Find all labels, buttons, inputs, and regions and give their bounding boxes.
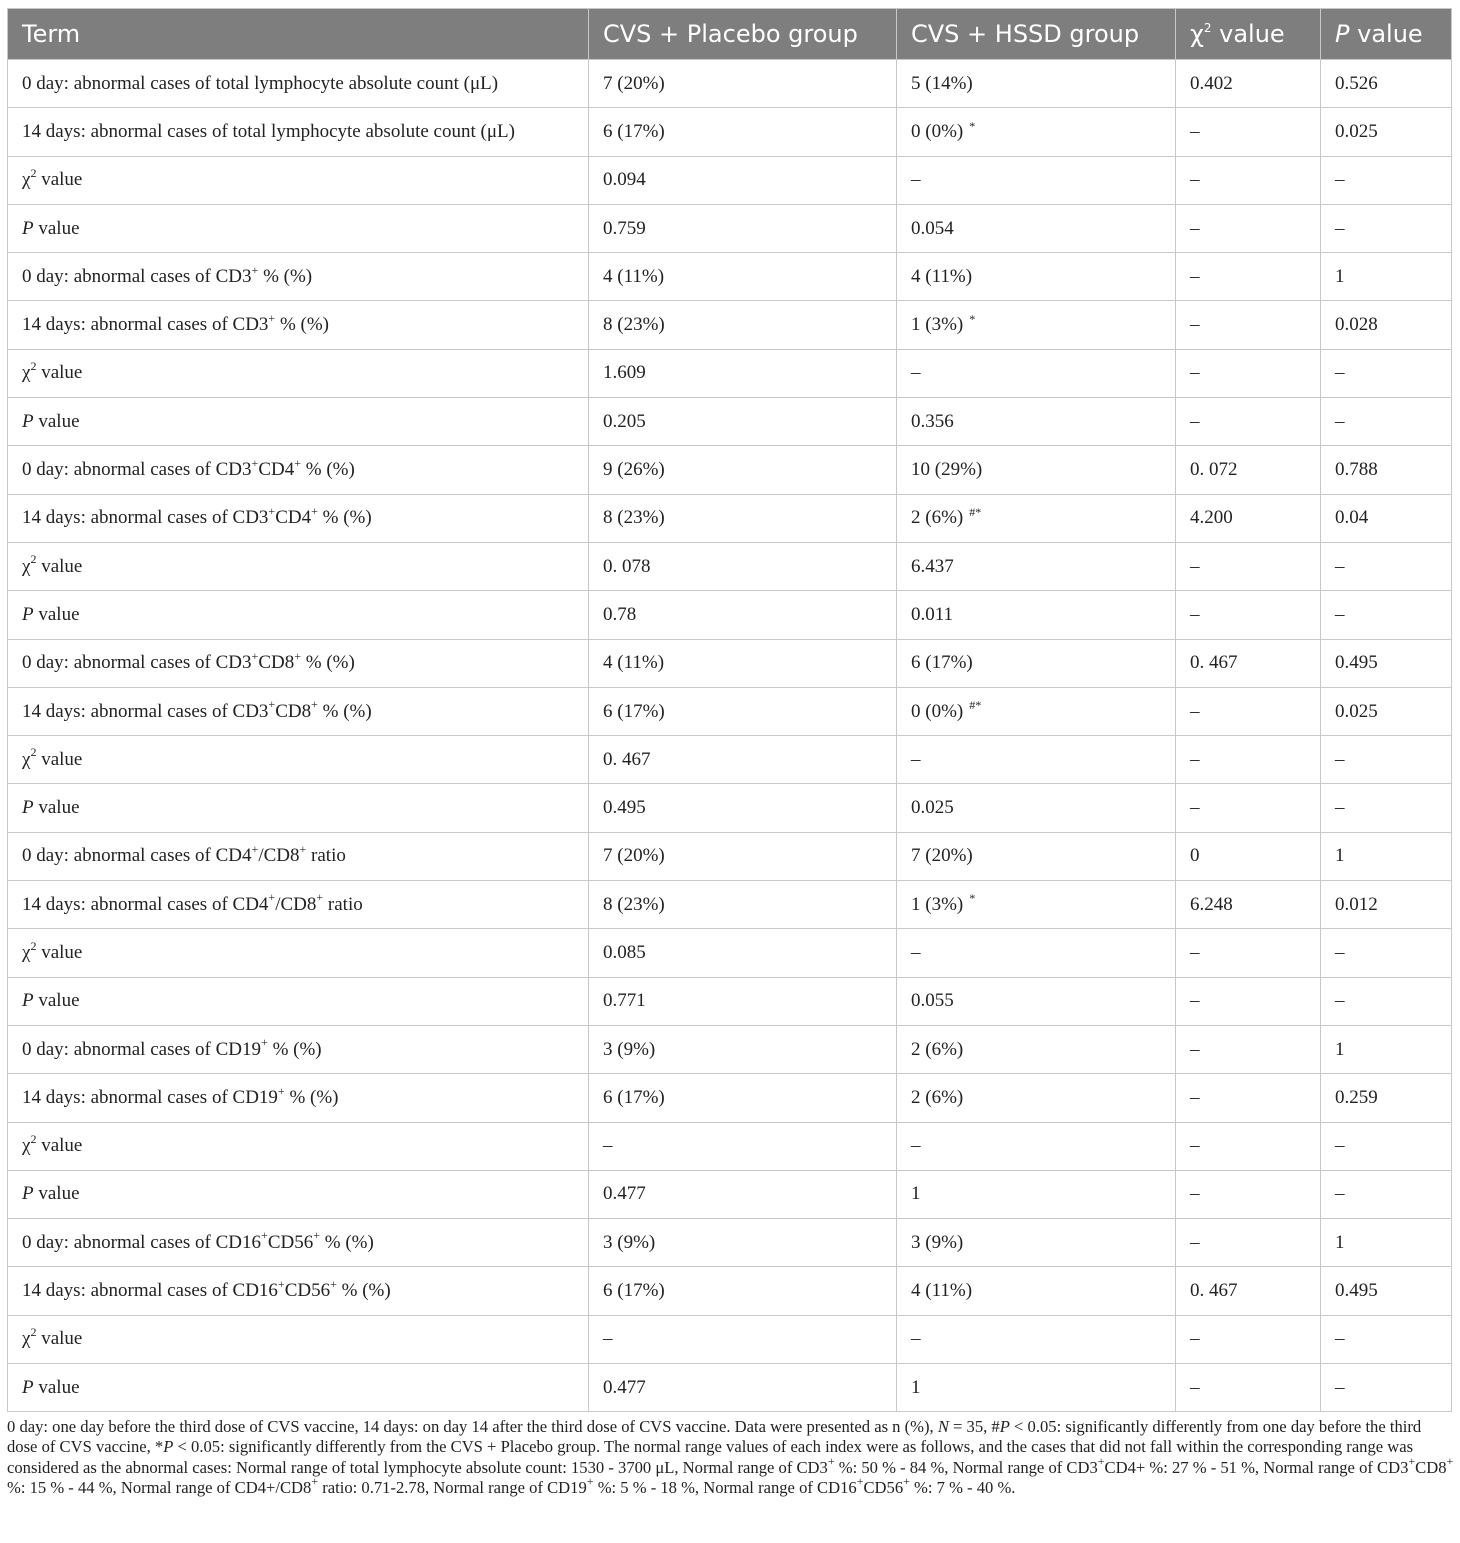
hssd-cell: 0.011 <box>897 591 1176 639</box>
hssd-cell: 4 (11%) <box>897 253 1176 301</box>
placebo-cell: 0.085 <box>589 929 897 977</box>
placebo-cell: 8 (23%) <box>589 301 897 349</box>
p-value-cell: – <box>1321 1364 1452 1412</box>
table-row <box>8 204 1452 252</box>
term-cell: 14 days: abnormal cases of CD16+CD56+ % (%) <box>8 1267 589 1315</box>
table-row <box>8 1267 1452 1315</box>
chi-square-cell: – <box>1176 1170 1321 1218</box>
table-row <box>8 1170 1452 1218</box>
placebo-cell: 6 (17%) <box>589 1267 897 1315</box>
placebo-cell: 7 (20%) <box>589 60 897 108</box>
p-value-cell: – <box>1321 736 1452 784</box>
p-value-cell: 0.259 <box>1321 1074 1452 1122</box>
hssd-cell: 3 (9%) <box>897 1219 1176 1267</box>
table-row <box>8 1364 1452 1412</box>
p-value-cell: – <box>1321 1315 1452 1363</box>
results-table <box>7 8 1452 1412</box>
hssd-cell: – <box>897 736 1176 784</box>
p-value-cell: 0.028 <box>1321 301 1452 349</box>
p-value-cell: 1 <box>1321 832 1452 880</box>
table-row <box>8 929 1452 977</box>
term-cell: 14 days: abnormal cases of CD19+ % (%) <box>8 1074 589 1122</box>
table-row <box>8 1025 1452 1073</box>
term-cell: 0 day: abnormal cases of CD16+CD56+ % (%) <box>8 1219 589 1267</box>
hssd-cell: 1 <box>897 1364 1176 1412</box>
table-header <box>8 9 1452 60</box>
term-cell: 14 days: abnormal cases of total lymphocyte absolute count (μL) <box>8 108 589 156</box>
hssd-cell: 4 (11%) <box>897 1267 1176 1315</box>
term-cell: 0 day: abnormal cases of CD4+/CD8+ ratio <box>8 832 589 880</box>
p-value-cell: 0.025 <box>1321 108 1452 156</box>
placebo-cell: 3 (9%) <box>589 1025 897 1073</box>
p-value-cell: – <box>1321 977 1452 1025</box>
table-row <box>8 301 1452 349</box>
placebo-cell: 0.094 <box>589 156 897 204</box>
table-row <box>8 1122 1452 1170</box>
table-row <box>8 446 1452 494</box>
chi-square-cell: 0 <box>1176 832 1321 880</box>
table-row <box>8 1219 1452 1267</box>
term-cell: $\chi^2$ value <box>8 929 589 977</box>
placebo-cell: 0.78 <box>589 591 897 639</box>
table-row <box>8 349 1452 397</box>
placebo-cell: 7 (20%) <box>589 832 897 880</box>
chi-square-cell: 0. 467 <box>1176 639 1321 687</box>
term-cell: 0 day: abnormal cases of CD3+ % (%) <box>8 253 589 301</box>
p-value-cell: – <box>1321 1170 1452 1218</box>
hssd-cell: 0.356 <box>897 398 1176 446</box>
table-row <box>8 977 1452 1025</box>
term-cell: P value <box>8 204 589 252</box>
term-cell: 0 day: abnormal cases of total lymphocyte absolute count (μL) <box>8 60 589 108</box>
chi-square-cell: – <box>1176 687 1321 735</box>
p-value-cell: 0.495 <box>1321 1267 1452 1315</box>
placebo-cell: 0.477 <box>589 1170 897 1218</box>
table-row <box>8 687 1452 735</box>
table-row <box>8 1074 1452 1122</box>
hssd-cell: 1 (3%) * <box>897 881 1176 929</box>
header-p-value: P value <box>1321 9 1452 60</box>
hssd-cell: 5 (14%) <box>897 60 1176 108</box>
hssd-cell: 0 (0%) * <box>897 108 1176 156</box>
table-row <box>8 736 1452 784</box>
header-hssd-group: CVS + HSSD group <box>897 9 1176 60</box>
hssd-cell: 6.437 <box>897 542 1176 590</box>
term-cell: $\chi^2$ value <box>8 349 589 397</box>
chi-square-cell: 0.402 <box>1176 60 1321 108</box>
chi-square-cell: – <box>1176 398 1321 446</box>
placebo-cell: 0.477 <box>589 1364 897 1412</box>
chi-square-cell: 0. 467 <box>1176 1267 1321 1315</box>
chi-square-cell: – <box>1176 349 1321 397</box>
term-cell: $\chi^2$ value <box>8 736 589 784</box>
chi-square-cell: – <box>1176 784 1321 832</box>
chi-square-cell: – <box>1176 253 1321 301</box>
term-cell: P value <box>8 591 589 639</box>
term-cell: 14 days: abnormal cases of CD3+CD8+ % (%) <box>8 687 589 735</box>
hssd-cell: – <box>897 1315 1176 1363</box>
p-value-cell: 0.495 <box>1321 639 1452 687</box>
p-value-cell: 0.526 <box>1321 60 1452 108</box>
chi-square-cell: – <box>1176 1025 1321 1073</box>
chi-square-cell: – <box>1176 1219 1321 1267</box>
placebo-cell: 0.495 <box>589 784 897 832</box>
placebo-cell: 6 (17%) <box>589 108 897 156</box>
table-row <box>8 591 1452 639</box>
hssd-cell: – <box>897 1122 1176 1170</box>
term-cell: P value <box>8 1364 589 1412</box>
p-value-cell: – <box>1321 784 1452 832</box>
placebo-cell: 0.771 <box>589 977 897 1025</box>
table-row <box>8 881 1452 929</box>
placebo-cell: 9 (26%) <box>589 446 897 494</box>
placebo-cell: – <box>589 1122 897 1170</box>
term-cell: $\chi^2$ value <box>8 1122 589 1170</box>
p-value-cell: – <box>1321 929 1452 977</box>
p-value-cell: – <box>1321 156 1452 204</box>
hssd-cell: 2 (6%) <box>897 1074 1176 1122</box>
p-value-cell: 0.025 <box>1321 687 1452 735</box>
chi-square-cell: – <box>1176 591 1321 639</box>
p-value-cell: 0.04 <box>1321 494 1452 542</box>
table-row <box>8 108 1452 156</box>
hssd-cell: – <box>897 929 1176 977</box>
table-row <box>8 784 1452 832</box>
chi-square-cell: – <box>1176 1122 1321 1170</box>
term-cell: 0 day: abnormal cases of CD3+CD8+ % (%) <box>8 639 589 687</box>
table-row <box>8 253 1452 301</box>
hssd-cell: 7 (20%) <box>897 832 1176 880</box>
term-cell: P value <box>8 977 589 1025</box>
table-footnote: 0 day: one day before the third dose of CVS vaccine, 14 days: on day 14 after the third dose of CVS vaccine. Data were presented as n (%), N = 35, #P < 0.05: significantly differently from one day before the third dose of CVS vaccine, *P < 0.05: significantly differently from the CVS + Placebo group. The normal range values of each index were as follows, and the cases that did not fall within the corresponding range was considered as the abnormal cases: Normal range of total lymphocyte absolute count: 1530 - 3700 μL, Normal range of CD3+ %: 50 % - 84 %, Normal range of CD3+CD4+ %: 27 % - 51 %, Normal range of CD3+CD8+ %: 15 % - 44 %, Normal range of CD4+/CD8+ ratio: 0.71-2.78, Normal range of CD19+ %: 5 % - 18 %, Normal range of CD16+CD56+ %: 7 % - 40 %. <box>7 1417 1454 1497</box>
chi-square-cell: – <box>1176 1074 1321 1122</box>
table-row <box>8 1315 1452 1363</box>
term-cell: $\chi^2$ value <box>8 542 589 590</box>
table-row <box>8 832 1452 880</box>
header-row <box>8 9 1452 60</box>
p-value-cell: 1 <box>1321 1219 1452 1267</box>
chi-square-cell: – <box>1176 301 1321 349</box>
placebo-cell: 0. 078 <box>589 542 897 590</box>
placebo-cell: 0.205 <box>589 398 897 446</box>
chi-square-cell: 6.248 <box>1176 881 1321 929</box>
term-cell: $\chi^2$ value <box>8 1315 589 1363</box>
p-value-cell: 0.788 <box>1321 446 1452 494</box>
table-row <box>8 542 1452 590</box>
p-value-cell: 1 <box>1321 1025 1452 1073</box>
placebo-cell: 6 (17%) <box>589 1074 897 1122</box>
placebo-cell: 8 (23%) <box>589 881 897 929</box>
placebo-cell: 0. 467 <box>589 736 897 784</box>
hssd-cell: 0 (0%) #* <box>897 687 1176 735</box>
term-cell: 0 day: abnormal cases of CD19+ % (%) <box>8 1025 589 1073</box>
chi-square-cell: – <box>1176 542 1321 590</box>
p-value-cell: – <box>1321 204 1452 252</box>
placebo-cell: 4 (11%) <box>589 253 897 301</box>
chi-square-cell: – <box>1176 736 1321 784</box>
term-cell: P value <box>8 398 589 446</box>
term-cell: 14 days: abnormal cases of CD3+ % (%) <box>8 301 589 349</box>
hssd-cell: 6 (17%) <box>897 639 1176 687</box>
placebo-cell: 1.609 <box>589 349 897 397</box>
table-row <box>8 398 1452 446</box>
chi-square-cell: 0. 072 <box>1176 446 1321 494</box>
hssd-cell: 0.054 <box>897 204 1176 252</box>
p-value-cell: 1 <box>1321 253 1452 301</box>
placebo-cell: 8 (23%) <box>589 494 897 542</box>
term-cell: 0 day: abnormal cases of CD3+CD4+ % (%) <box>8 446 589 494</box>
p-value-cell: – <box>1321 542 1452 590</box>
p-value-cell: – <box>1321 398 1452 446</box>
table-row <box>8 156 1452 204</box>
placebo-cell: 3 (9%) <box>589 1219 897 1267</box>
p-value-cell: – <box>1321 349 1452 397</box>
placebo-cell: 0.759 <box>589 204 897 252</box>
chi-square-cell: – <box>1176 929 1321 977</box>
table-row <box>8 60 1452 108</box>
hssd-cell: 10 (29%) <box>897 446 1176 494</box>
term-cell: 14 days: abnormal cases of CD4+/CD8+ ratio <box>8 881 589 929</box>
hssd-cell: 1 <box>897 1170 1176 1218</box>
hssd-cell: – <box>897 156 1176 204</box>
chi-square-cell: – <box>1176 204 1321 252</box>
p-value-cell: 0.012 <box>1321 881 1452 929</box>
hssd-cell: – <box>897 349 1176 397</box>
chi-square-cell: – <box>1176 108 1321 156</box>
chi-square-cell: – <box>1176 977 1321 1025</box>
header-term: Term <box>8 9 589 60</box>
hssd-cell: 1 (3%) * <box>897 301 1176 349</box>
term-cell: P value <box>8 1170 589 1218</box>
table-row <box>8 639 1452 687</box>
term-cell: P value <box>8 784 589 832</box>
term-cell: $\chi^2$ value <box>8 156 589 204</box>
table-row <box>8 494 1452 542</box>
p-value-cell: – <box>1321 1122 1452 1170</box>
chi-square-cell: – <box>1176 1315 1321 1363</box>
hssd-cell: 2 (6%) <box>897 1025 1176 1073</box>
placebo-cell: – <box>589 1315 897 1363</box>
hssd-cell: 0.055 <box>897 977 1176 1025</box>
placebo-cell: 4 (11%) <box>589 639 897 687</box>
chi-square-cell: – <box>1176 156 1321 204</box>
chi-square-cell: 4.200 <box>1176 494 1321 542</box>
header-chi-square: $\chi^2$ value <box>1176 9 1321 60</box>
header-placebo-group: CVS + Placebo group <box>589 9 897 60</box>
table-body <box>8 60 1452 1412</box>
chi-square-cell: – <box>1176 1364 1321 1412</box>
hssd-cell: 0.025 <box>897 784 1176 832</box>
term-cell: 14 days: abnormal cases of CD3+CD4+ % (%) <box>8 494 589 542</box>
placebo-cell: 6 (17%) <box>589 687 897 735</box>
p-value-cell: – <box>1321 591 1452 639</box>
hssd-cell: 2 (6%) #* <box>897 494 1176 542</box>
